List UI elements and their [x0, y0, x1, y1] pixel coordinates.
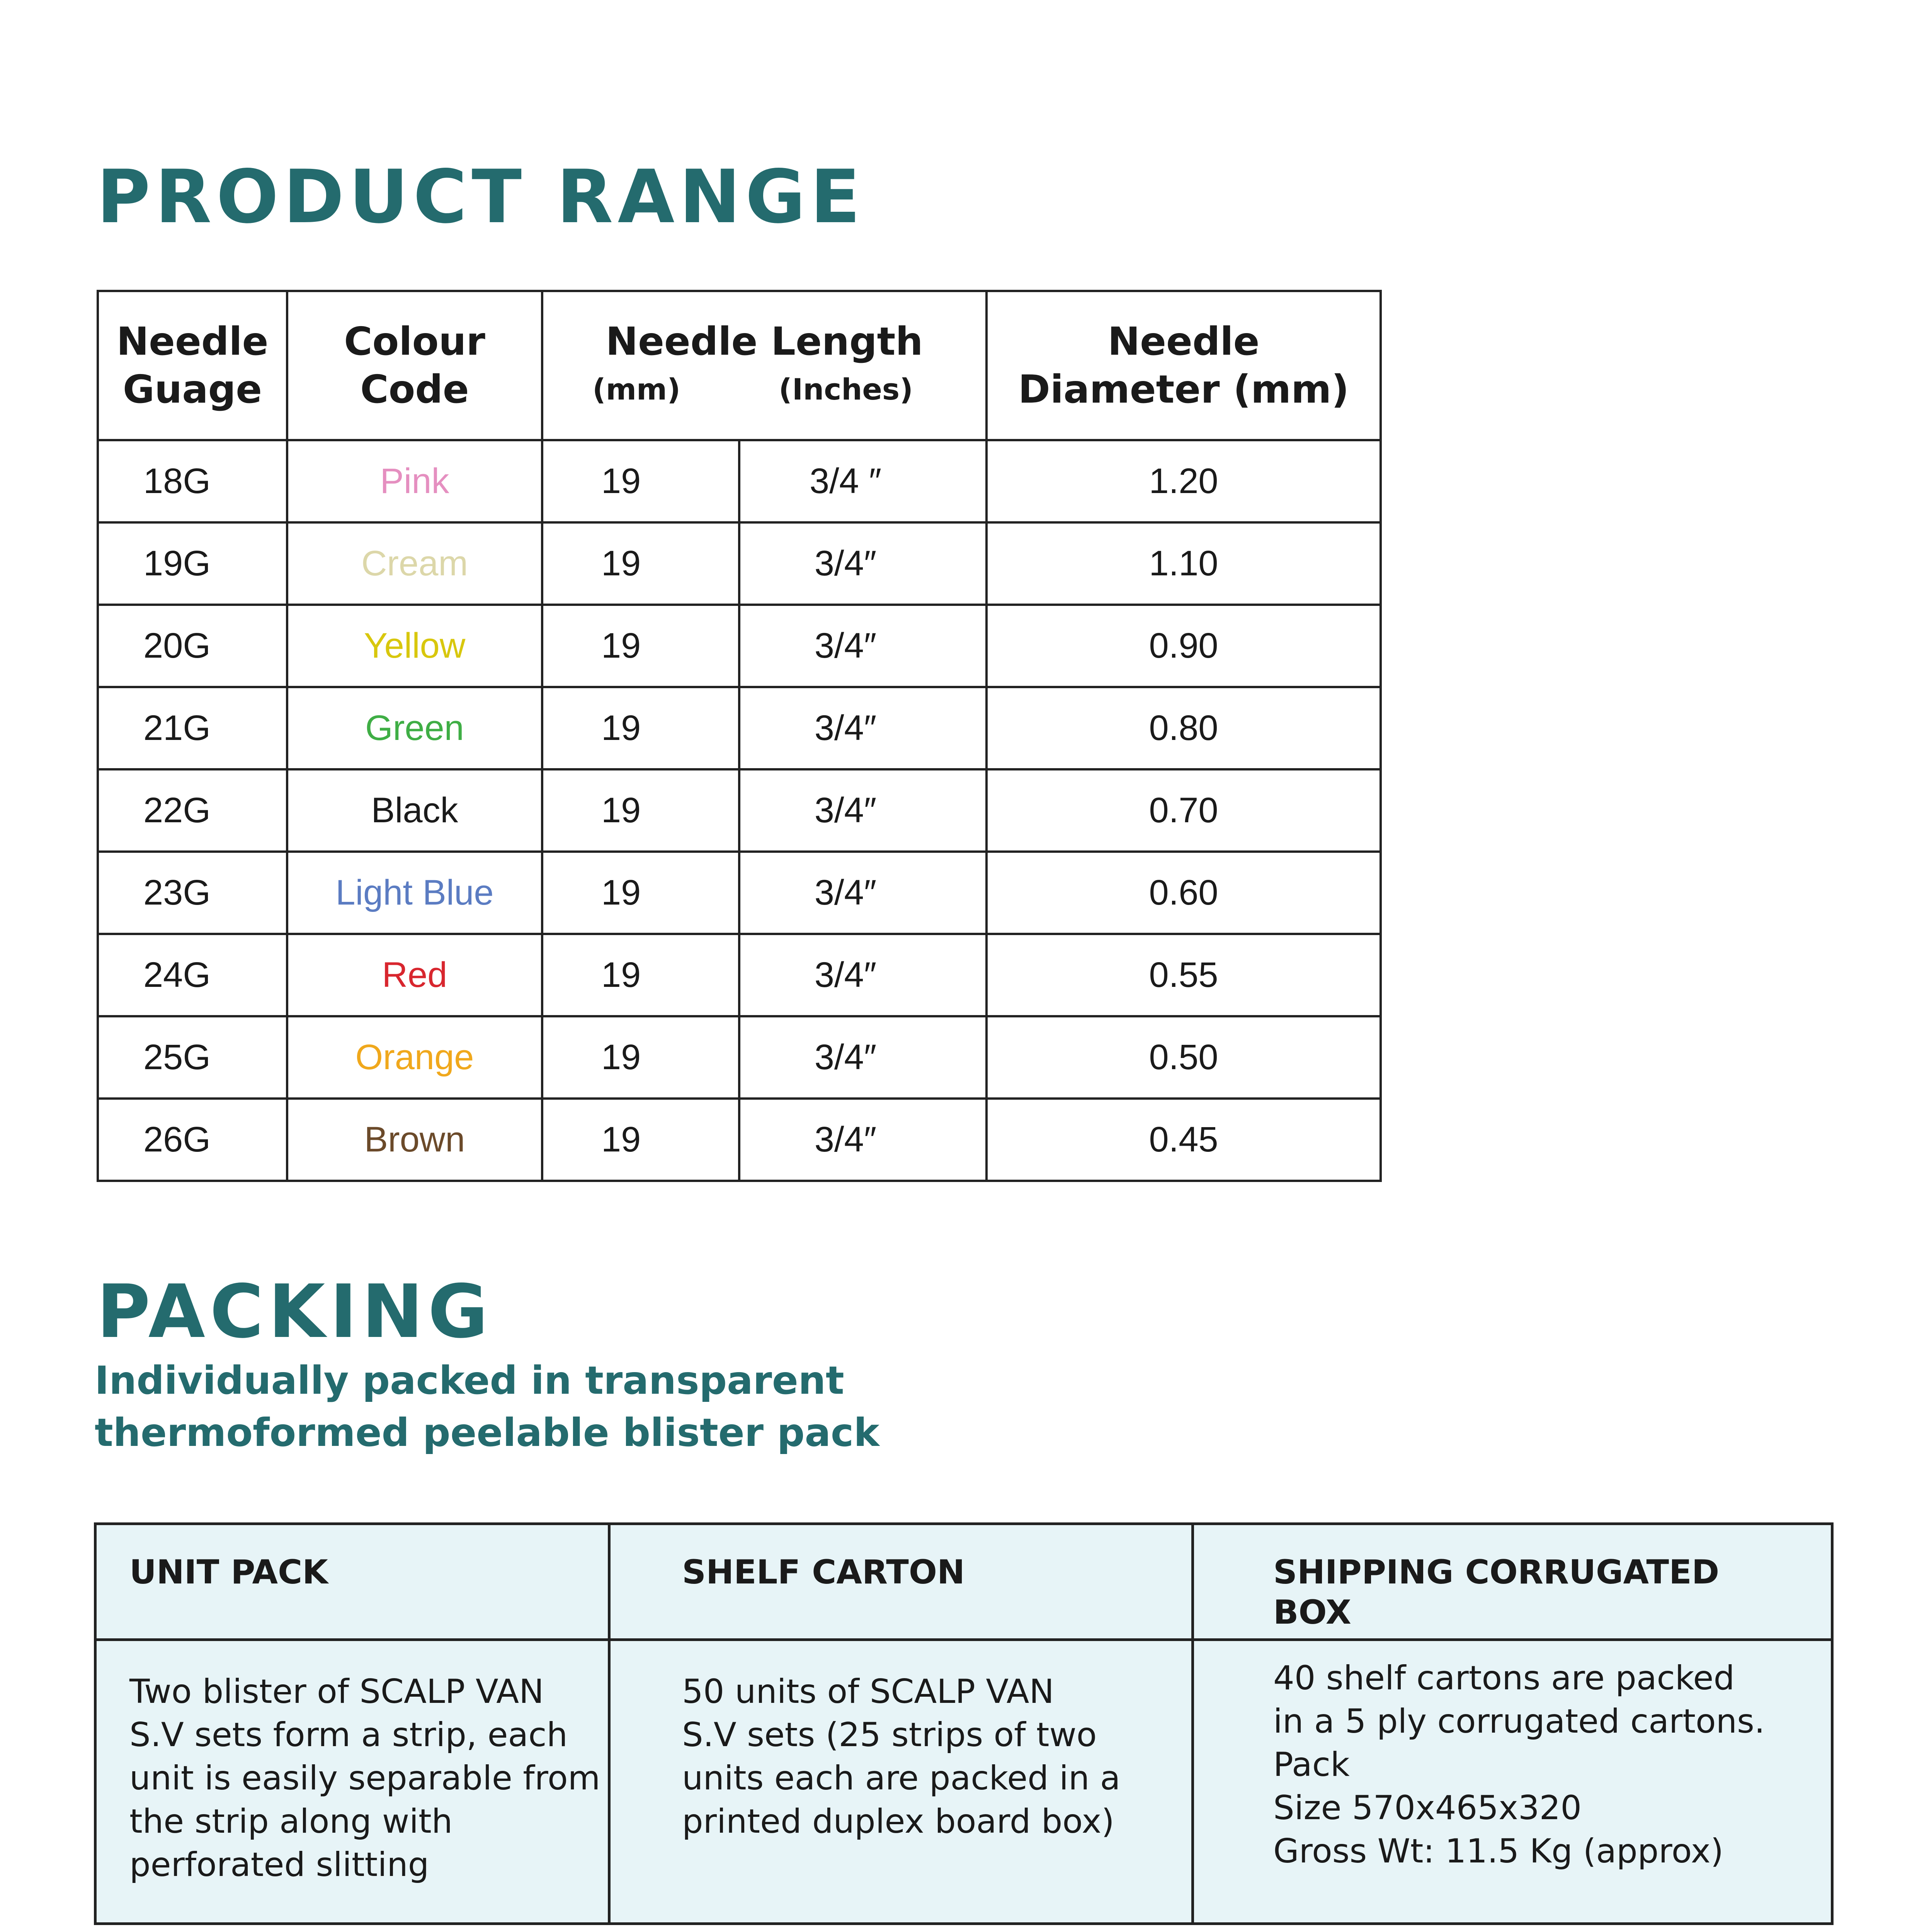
- packing-table-body: [95, 1640, 1832, 1924]
- product-range-title: PRODUCT RANGE: [97, 154, 865, 240]
- cell-colour: Pink: [287, 440, 542, 522]
- header-needle-gauge: Needle Guage: [98, 291, 287, 440]
- product-range-table: [97, 290, 1382, 1182]
- cell-colour: Black: [287, 769, 542, 852]
- cell-diameter: 0.80: [987, 687, 1381, 769]
- header-length-inches: (Inches): [779, 372, 913, 406]
- cell-diameter: 0.90: [987, 605, 1381, 687]
- product-row: [98, 1016, 1381, 1099]
- cell-colour: Red: [287, 934, 542, 1016]
- cell-length-inches: 3/4″: [739, 769, 987, 852]
- header-unit-pack: UNIT PACK: [95, 1524, 609, 1640]
- cell-colour: Brown: [287, 1099, 542, 1181]
- product-row: [98, 522, 1381, 605]
- product-row: [98, 1099, 1381, 1181]
- cell-gauge: 25G: [98, 1016, 287, 1099]
- cell-gauge: 24G: [98, 934, 287, 1016]
- product-row: [98, 934, 1381, 1016]
- cell-length-mm: 19: [542, 605, 739, 687]
- header-shelf-carton: SHELF CARTON: [609, 1524, 1193, 1640]
- cell-colour: Cream: [287, 522, 542, 605]
- cell-length-mm: 19: [542, 687, 739, 769]
- product-row: [98, 440, 1381, 522]
- cell-length-mm: 19: [542, 769, 739, 852]
- header-length-mm: (mm): [592, 372, 680, 406]
- cell-gauge: 26G: [98, 1099, 287, 1181]
- packing-title: PACKING: [97, 1269, 493, 1354]
- header-needle-diameter: Needle Diameter (mm): [987, 291, 1381, 440]
- cell-length-mm: 19: [542, 934, 739, 1016]
- header-needle-length: Needle Length (mm) (Inches): [542, 291, 987, 440]
- cell-length-mm: 19: [542, 522, 739, 605]
- cell-length-mm: 19: [542, 1099, 739, 1181]
- cell-length-inches: 3/4″: [739, 1016, 987, 1099]
- shipping-box-description: 40 shelf cartons are packed in a 5 ply corrugated cartons. Pack Size 570x465x320 Gross Wt: 11.5 Kg (approx): [1193, 1640, 1832, 1924]
- cell-colour: Green: [287, 687, 542, 769]
- cell-length-mm: 19: [542, 440, 739, 522]
- cell-diameter: 0.50: [987, 1016, 1381, 1099]
- cell-gauge: 19G: [98, 522, 287, 605]
- unit-pack-description: Two blister of SCALP VAN S.V sets form a strip, each unit is easily separable from the strip along with perforated slitting: [95, 1640, 609, 1924]
- product-row: [98, 852, 1381, 934]
- cell-length-inches: 3/4″: [739, 1099, 987, 1181]
- product-table-header: [98, 291, 1381, 440]
- product-row: [98, 605, 1381, 687]
- cell-diameter: 0.55: [987, 934, 1381, 1016]
- cell-gauge: 23G: [98, 852, 287, 934]
- cell-length-inches: 3/4″: [739, 522, 987, 605]
- shelf-carton-description: 50 units of SCALP VAN S.V sets (25 strips of two units each are packed in a printed duplex board box): [609, 1640, 1193, 1924]
- cell-length-inches: 3/4″: [739, 687, 987, 769]
- cell-gauge: 20G: [98, 605, 287, 687]
- cell-colour: Yellow: [287, 605, 542, 687]
- cell-diameter: 1.20: [987, 440, 1381, 522]
- cell-length-inches: 3/4″: [739, 852, 987, 934]
- cell-length-mm: 19: [542, 1016, 739, 1099]
- packing-table: [94, 1522, 1834, 1925]
- header-shipping-box: SHIPPING CORRUGATED BOX: [1193, 1524, 1832, 1640]
- cell-diameter: 1.10: [987, 522, 1381, 605]
- cell-colour: Orange: [287, 1016, 542, 1099]
- cell-length-inches: 3/4″: [739, 934, 987, 1016]
- cell-gauge: 18G: [98, 440, 287, 522]
- product-row: [98, 769, 1381, 852]
- cell-gauge: 21G: [98, 687, 287, 769]
- product-row: [98, 687, 1381, 769]
- packing-table-header: [95, 1524, 1832, 1640]
- cell-length-inches: 3/4 ″: [739, 440, 987, 522]
- cell-diameter: 0.70: [987, 769, 1381, 852]
- packing-subtitle: Individually packed in transparent thermoformed peelable blister pack: [95, 1358, 879, 1455]
- cell-diameter: 0.60: [987, 852, 1381, 934]
- cell-colour: Light Blue: [287, 852, 542, 934]
- header-colour-code: Colour Code: [287, 291, 542, 440]
- cell-length-inches: 3/4″: [739, 605, 987, 687]
- cell-length-mm: 19: [542, 852, 739, 934]
- cell-gauge: 22G: [98, 769, 287, 852]
- cell-diameter: 0.45: [987, 1099, 1381, 1181]
